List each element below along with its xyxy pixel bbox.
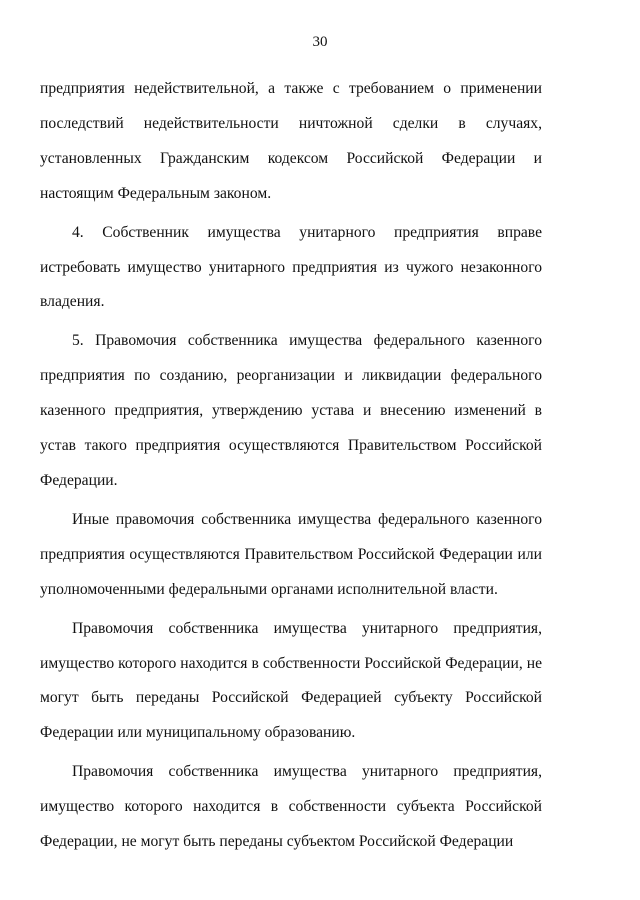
paragraph-subject-powers: Правомочия собственника имущества унитарного предприятия, имущество которого находится в собственности субъекта Российской Федерации, не могут быть переданы субъектом Российской Федерации bbox=[40, 763, 542, 851]
paragraph-other-powers: Иные правомочия собственника имущества федерального казенного предприятия осуществляются Правительством Российской Федерации или уполномоченными федеральными органами исполнительной власти. bbox=[40, 510, 542, 598]
paragraph-item-4: 4. Собственник имущества унитарного предприятия вправе истребовать имущество унитарного предприятия из чужого незаконного владения. bbox=[40, 223, 542, 311]
document-body bbox=[40, 72, 542, 860]
paragraph-federal-powers: Правомочия собственника имущества унитарного предприятия, имущество которого находится в собственности Российской Федерации, не могут быть переданы Российской Федерацией субъекту Российской Федерации или муниципальному образованию. bbox=[40, 619, 542, 742]
paragraph-continuation: предприятия недействительной, а также с требованием о применении последствий недействительности ничтожной сделки в случаях, установленных Гражданским кодексом Российской Федерации и настоящим Федеральным законом. bbox=[40, 80, 542, 202]
page-number: 30 bbox=[312, 34, 328, 50]
paragraph-item-5: 5. Правомочия собственника имущества федерального казенного предприятия по созданию, реорганизации и ликвидации федерального казенного предприятия, утверждению устава и внесению изменений в устав такого предприятия осуществляются Правительством Российской Федерации. bbox=[40, 332, 542, 489]
